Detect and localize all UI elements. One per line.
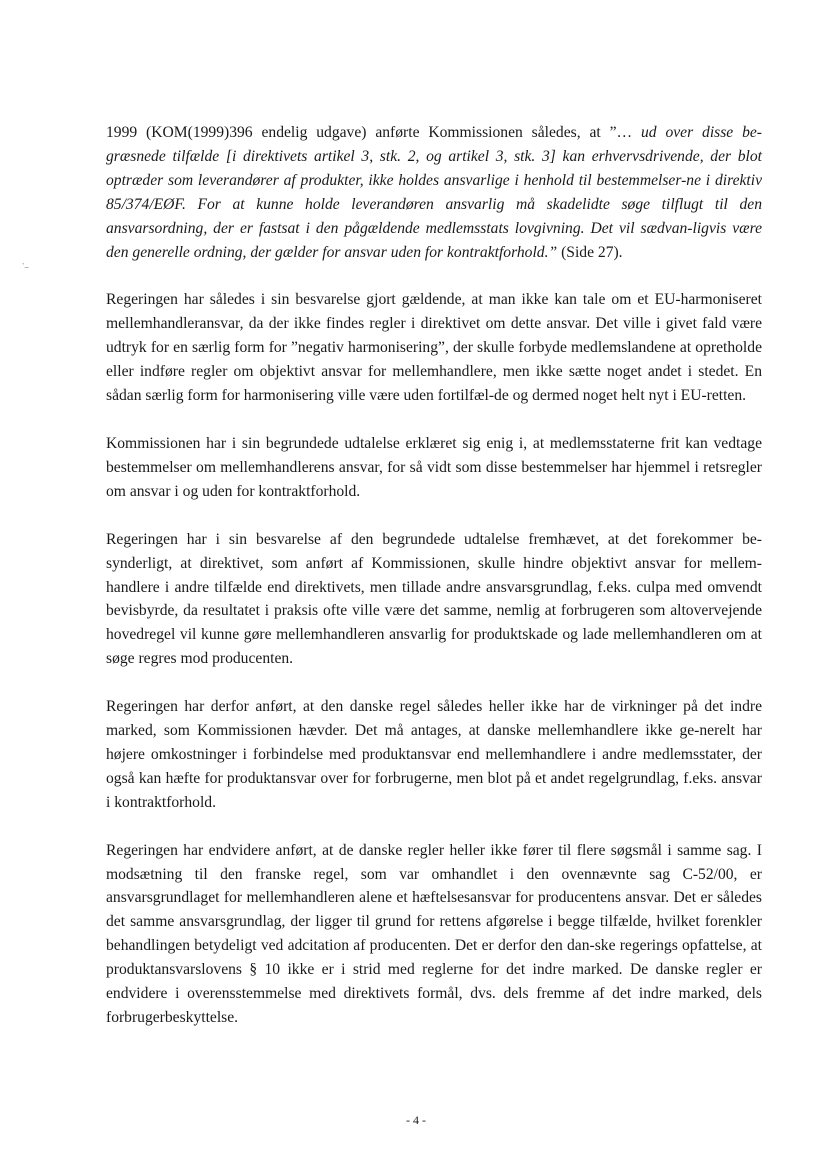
paragraph-3: Kommissionen har i sin begrundede udtalelse erklæret sig enig i, at medlemsstaterne frit kan vedtage bestemmelser om mellemhandlerens ansvar, for så vidt som disse bestemmelser har hjemmel i retsregler om ansvar i og uden for kontraktforhold. xyxy=(106,434,762,500)
paragraph-4: Regeringen har i sin besvarelse af den begrundede udtalelse fremhævet, at det forekommer be-synderligt, at direktivet, som anført af Kommissionen, skulle hindre objektivt ansvar for mellem-handlere i andre tilfælde end direktivets, men tillade andre ansvarsgrundlag, f.eks. culpa med omvendt bevisbyrde, da resultatet i praksis ofte ville være det samme, nemlig at forbrugeren som altovervejende hovedregel vil kunne gøre mellemhandleren ansvarlig for produktskade og lade mellemhandleren om at søge regres mod producenten. xyxy=(106,530,762,668)
paragraph-1-lead: 1999 (KOM(1999)396 endelig udgave) anførte Kommissionen således, at ”… xyxy=(106,124,633,141)
paragraph-6: Regeringen har endvidere anført, at de danske regler heller ikke fører til flere søgsmål i samme sag. I modsætning til den franske regel, som var omhandlet i den ovennævnte sag C-52/00, er ansvarsgrundlaget for mellemhandleren alene et hæftelsesansvar for producentens ansvar. Det er således det samme ansvarsgrundlag, der ligger til grund for rettens afgørelse i begge tilfælde, hvilket forenkler behandlingen betydeligt ved adcitation af producenten. Det er derfor den dan-ske regerings opfattelse, at produktansvarslovens § 10 ikke er i strid med reglerne for det indre marked. De danske regler er endvidere i overensstemmelse med direktivets formål, dvs. dels fremme af det indre marked, dels forbrugerbeskyttelse. xyxy=(106,841,762,1026)
paragraph-5: Regeringen har derfor anført, at den danske regel således heller ikke har de virkninger på det indre marked, som Kommissionen hævder. Det må antages, at danske mellemhandlere ikke ge-nerelt har højere omkostninger i forbindelse med produktansvar end mellemhandlere i andre medlemsstater, der også kan hæfte for produktansvar over for forbrugerne, men blot på et andet regelgrundlag, f.eks. ansvar i kontraktforhold. xyxy=(106,698,762,811)
paragraph-2: Regeringen har således i sin besvarelse gjort gældende, at man ikke kan tale om et EU-harmoniseret mellemhandleransvar, da der ikke findes regler i direktivet om dette ansvar. Det ville i givet fald være udtryk for en særlig form for ”negativ harmonisering”, der skulle forbyde medlemslandene at opretholde eller indføre regler om objektivt ansvar for mellemhandlere, men ikke sætte noget andet i stedet. En sådan særlig form for harmonisering ville være uden fortilfæl-de og dermed noget helt nyt i EU-retten. xyxy=(106,291,762,405)
document-page xyxy=(106,121,762,1030)
page-number: - 4 - xyxy=(406,1113,426,1127)
paragraph-1-tail: (Side 27). xyxy=(557,243,623,261)
paragraph-1-quote: ud over disse be-græsnede tilfælde [i direktivets artikel 3, stk. 2, og artikel 3, stk. 3] kan erhvervsdrivende, der blot optræder som leverandører af produkter, ikke holdes ansvarlige i henhold til bestemmelser-ne i direktiv 85/374/EØF. For at kunne holde leverandøren ansvarlig må skadelidte søge tilflugt til den ansvarsordning, der er fastsat i den pågældende medlemsstats lovgivning. Det vil sædvan-ligvis være den generelle ordning, der gælder for ansvar uden for kontraktforhold.” xyxy=(106,124,762,261)
paragraph-1 xyxy=(106,121,762,264)
margin-mark: ˋ– xyxy=(22,262,29,271)
